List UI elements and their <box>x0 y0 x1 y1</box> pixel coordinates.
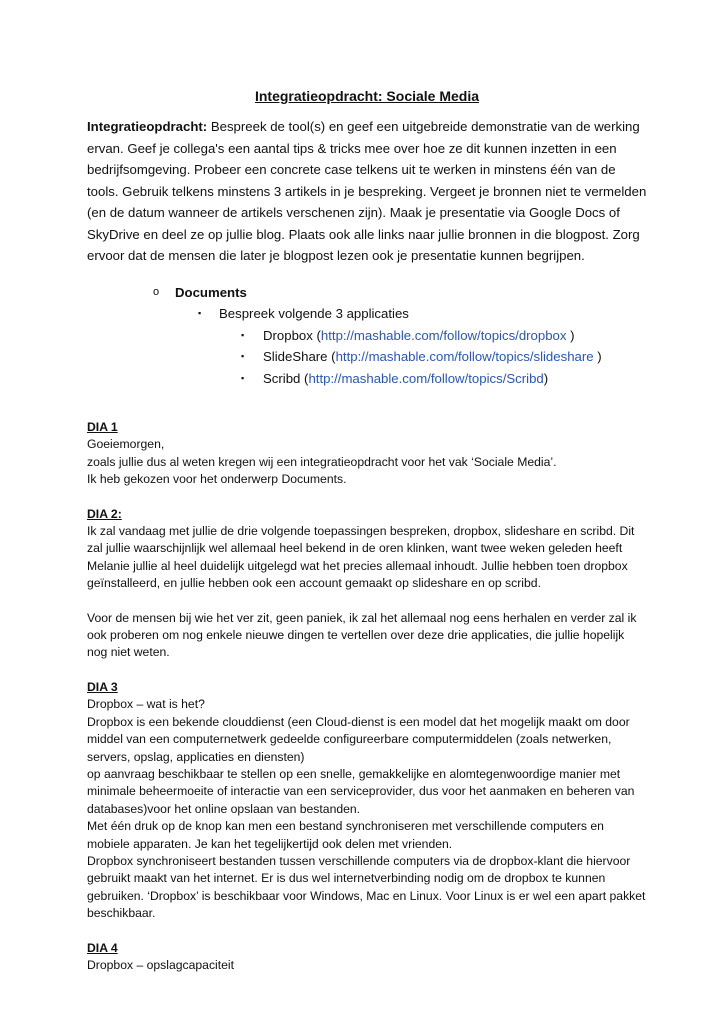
outline-item-documents <box>87 282 647 304</box>
outline-item-label: Bespreek volgende 3 applicaties <box>219 306 409 321</box>
square-bullet-icon: ▪ <box>241 351 245 361</box>
intro-paragraph <box>87 116 647 267</box>
section-dia1 <box>87 419 647 489</box>
spacer <box>87 923 647 940</box>
spacer <box>87 593 647 610</box>
document-title: Integratieopdracht: Sociale Media <box>254 88 480 104</box>
paren-open: ( <box>312 327 321 343</box>
square-bullet-icon: ▪ <box>198 308 202 318</box>
app-name: Scribd <box>263 370 301 386</box>
paren-close: ) <box>543 370 549 386</box>
section-heading: DIA 3 <box>87 679 118 694</box>
section-heading: DIA 2: <box>87 506 122 521</box>
text-line: Dropbox – wat is het? <box>87 697 205 712</box>
outline-item-applicaties <box>87 303 647 325</box>
scribd-link[interactable]: http://mashable.com/follow/topics/Scribd <box>308 370 544 386</box>
square-bullet-icon: ▪ <box>241 329 245 340</box>
paragraph: Ik zal vandaag met jullie de drie volgende toepassingen bespreken, dropbox, slideshare en scribd. Dit zal jullie waarschijnlijk wel allemaal heel bekend in de oren klinken, want twee weken geleden heeft Melanie jullie al heel duidelijk uitgelegd wat het precies allemaal inhoudt. Jullie hebben toen dropbox geïnstalleerd, en jullie hebben ook een account gemaakt op slideshare en op scribd. <box>87 524 635 591</box>
paragraph: Met één druk op de knop kan men een bestand synchroniseren met verschillende computers en mobiele apparaten. Je kan het tegelijkertijd ook delen met vrienden. <box>87 819 604 851</box>
paragraph: Dropbox synchroniseert bestanden tussen verschillende computers via de dropbox-klant die hiervoor gebruikt maakt van het internet. Er is dus wel internetverbinding nodig om de dropbox te kunnen gebruiken. ‘Dropbox’ is beschikbaar voor Windows, Mac en Linux. Voor Linux is er wel een apart pakket beschikbaar. <box>87 853 646 921</box>
section-dia4 <box>87 940 647 975</box>
square-bullet-icon: ▪ <box>241 372 245 383</box>
document-page <box>87 86 647 974</box>
section-heading: DIA 1 <box>87 420 118 434</box>
text-line: zoals jullie dus al weten kregen wij een integratieopdracht voor het vak ‘Sociale Media’. <box>87 454 557 469</box>
section-dia2 <box>87 506 647 662</box>
text-line: Dropbox – opslagcapaciteit <box>87 957 235 972</box>
text-line: Ik heb gekozen voor het onderwerp Documents. <box>87 472 347 487</box>
spacer <box>87 662 647 679</box>
paren-close: ) <box>593 349 602 364</box>
text-line: Goeiemorgen, <box>87 437 165 452</box>
outline-item-slideshare <box>87 346 647 368</box>
outline-list <box>87 282 647 390</box>
dropbox-link[interactable]: http://mashable.com/follow/topics/dropbox <box>320 327 567 343</box>
outline-item-scribd <box>87 368 647 390</box>
circle-bullet-icon: o <box>153 285 160 298</box>
section-heading: DIA 4 <box>87 940 118 955</box>
paren-open: ( <box>327 349 336 364</box>
slideshare-link[interactable]: http://mashable.com/follow/topics/slideshare <box>335 349 594 364</box>
outline-item-label: Documents <box>175 284 247 300</box>
app-name: Dropbox <box>263 327 313 343</box>
paren-open: ( <box>300 370 309 386</box>
spacer <box>87 389 647 419</box>
outline-item-dropbox <box>87 325 647 347</box>
paragraph: op aanvraag beschikbaar te stellen op een snelle, gemakkelijke en alomtegenwoordige manier met minimale beheermoeite of interactie van een serviceprovider, dus voor het aanmaken en beheren van databases)voor het online opslaan van bestanden. <box>87 766 635 816</box>
intro-text: Bespreek de tool(s) en geef een uitgebreide demonstratie van de werking ervan. Geef je collega's een aantal tips & tricks mee over hoe ze dit kunnen inzetten in een bedrijfsomgeving. Probeer een concrete case telkens uit te werken in minstens één van de tools. Gebruik telkens minstens 3 artikels in je bespreking. Vergeet je bronnen niet te vermelden (en de datum wanneer de artikels verschenen zijn). Maak je presentatie via Google Docs of SkyDrive en deel ze op jullie blog. Plaats ook alle links naar jullie bronnen in die blogpost. Zorg ervoor dat de mensen die later je blogpost lezen ook je presentatie kunnen begrijpen. <box>87 119 647 263</box>
section-dia3 <box>87 679 647 923</box>
spacer <box>87 489 647 506</box>
paragraph: Voor de mensen bij wie het ver zit, geen paniek, ik zal het allemaal nog eens herhalen en verder zal ik ook proberen om nog enkele nieuwe dingen te vertellen over deze drie applicaties, die jullie hopelijk nog niet weten. <box>87 610 637 660</box>
intro-lead: Integratieopdracht: <box>87 119 208 134</box>
paren-close: ) <box>566 327 575 343</box>
app-name: SlideShare <box>263 349 328 364</box>
paragraph: Dropbox is een bekende clouddienst (een Cloud-dienst is een model dat het mogelijk maakt om door middel van een computernetwerk gedeelde configureerbare computermiddelen (zoals netwerken, servers, opslag, applicaties en diensten) <box>87 714 630 764</box>
